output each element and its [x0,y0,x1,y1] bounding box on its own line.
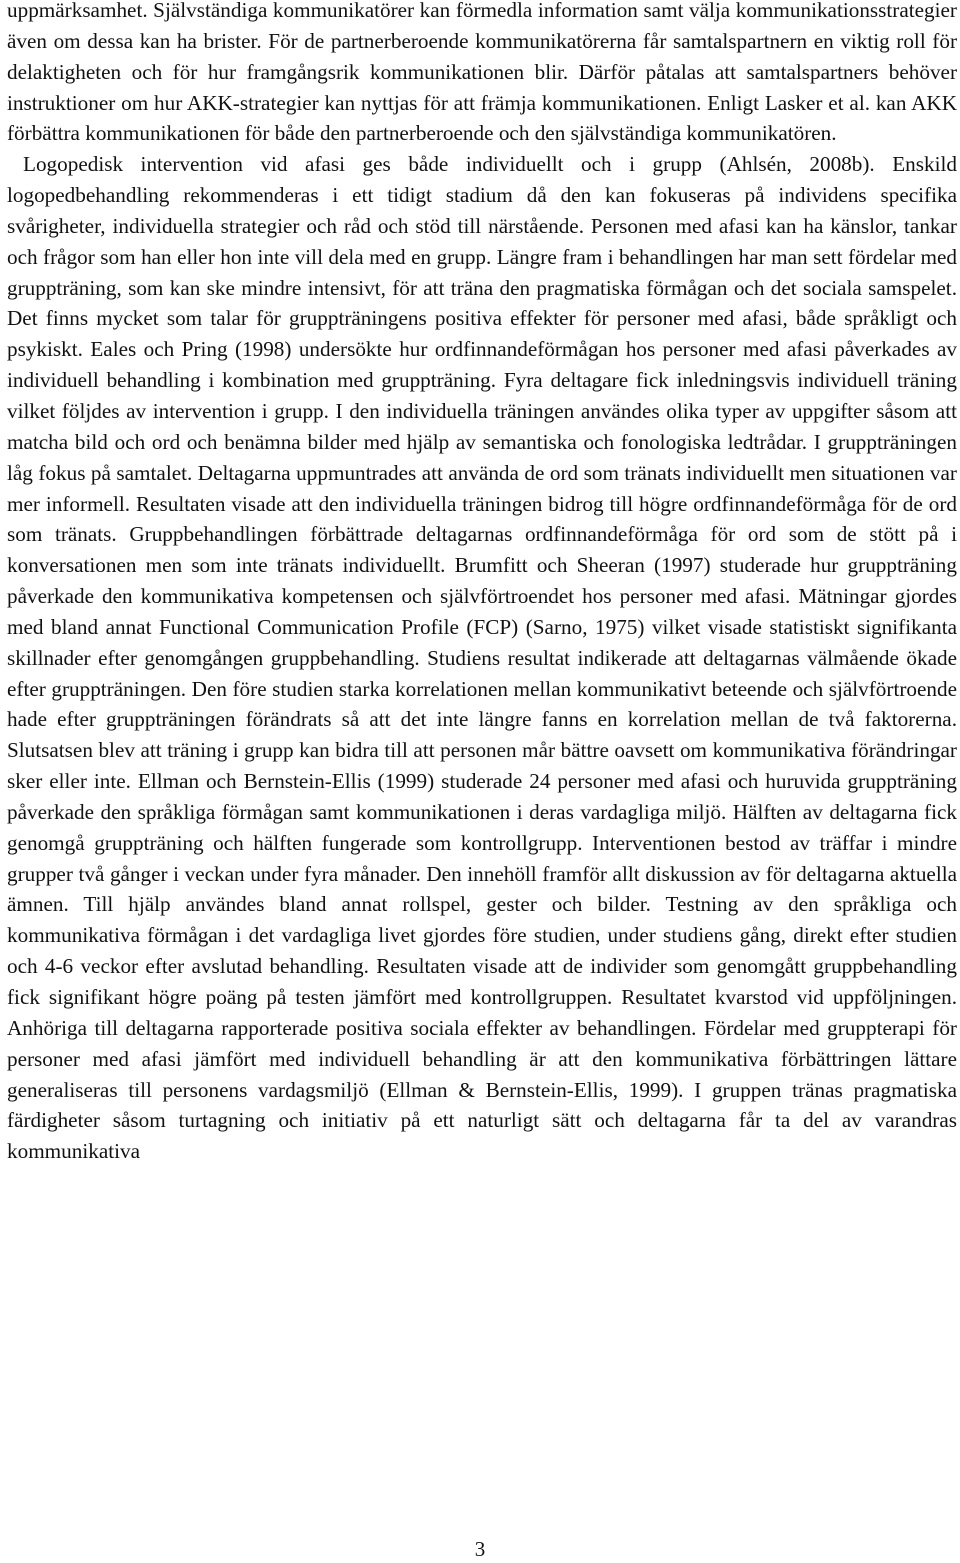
paragraph-continuation: uppmärksamhet. Självständiga kommunikatörer kan förmedla information samt välja kommunikationsstrategier även om dessa kan ha brister. För de partnerberoende kommunikatörerna får samtalspartnern en viktig roll för delaktigheten och för hur framgångsrik kommunikationen blir. Därför påtalas att samtalspartners behöver instruktioner om hur AKK-strategier kan nyttjas för att främja kommunikationen. Enligt Lasker et al. kan AKK förbättra kommunikationen för både den partnerberoende och den självständiga kommunikatören. [7,0,957,146]
page-number: 3 [474,1537,486,1561]
document-page [7,0,957,1167]
paragraph-intervention: Logopedisk intervention vid afasi ges både individuellt och i grupp (Ahlsén, 2008b). Enskild logopedbehandling rekommenderas i ett tidigt stadium då den kan fokuseras på individens specifika svårigheter, individuella strategier och råd och stöd till närstående. Personen med afasi kan ha känslor, tankar och frågor som han eller hon inte vill dela med en grupp. Längre fram i behandlingen har man sett fördelar med gruppträning, som kan ske mindre intensivt, för att träna den pragmatiska förmågan och det sociala samspelet. Det finns mycket som talar för gruppträningens positiva effekter för personer med afasi, både språkligt och psykiskt. Eales och Pring (1998) undersökte hur ordfinnandeförmågan hos personer med afasi påverkades av individuell behandling i kombination med gruppträning. Fyra deltagare fick inledningsvis individuell träning vilket följdes av intervention i grupp. I den individuella träningen användes olika typer av uppgifter såsom att matcha bild och ord och benämna bilder med hjälp av semantiska och fonologiska ledtrådar. I gruppträningen låg fokus på samtalet. Deltagarna uppmuntrades att använda de ord som tränats individuellt men situationen var mer informell. Resultaten visade att den individuella träningen bidrog till högre ordfinnandeförmåga för de ord som tränats. Gruppbehandlingen förbättrade deltagarnas ordfinnandeförmåga för ord som de stött på i konversationen men som inte tränats individuellt. Brumfitt och Sheeran (1997) studerade hur gruppträning påverkade den kommunikativa kompetensen och självförtroendet hos personer med afasi. Mätningar gjordes med bland annat Functional Communication Profile (FCP) (Sarno, 1975) vilket visade statistiskt signifikanta skillnader efter genomgången gruppbehandling. Studiens resultat indikerade att deltagarnas välmående ökade efter gruppträningen. Den före studien starka korrelationen mellan kommunikativt beteende och självförtroende hade efter gruppträningen förändrats så att det inte längre fanns en korrelation mellan de två faktorerna. Slutsatsen blev att träning i grupp kan bidra till att personen mår bättre oavsett om kommunikativa förändringar sker eller inte. Ellman och Bernstein-Ellis (1999) studerade 24 personer med afasi och huruvida gruppträning påverkade den språkliga förmågan samt kommunikationen i deras vardagliga miljö. Hälften av deltagarna fick genomgå gruppträning och hälften fungerade som kontrollgrupp. Interventionen bestod av träffar i mindre grupper två gånger i veckan under fyra månader. Den innehöll framför allt diskussion av för deltagarna aktuella ämnen. Till hjälp användes bland annat rollspel, gester och bilder. Testning av den språkliga och kommunikativa förmågan i det vardagliga livet gjordes före studien, under studiens gång, direkt efter studien och 4-6 veckor efter avslutad behandling. Resultaten visade att de individer som genomgått gruppbehandling fick signifikant högre poäng på testen jämfört med kontrollgruppen. Resultatet kvarstod vid uppföljningen. Anhöriga till deltagarna rapporterade positiva sociala effekter av behandlingen. Fördelar med gruppterapi för personer med afasi jämfört med individuell behandling är att den kommunikativa förbättringen lättare generaliseras till personens vardagsmiljö (Ellman & Bernstein-Ellis, 1999). I gruppen tränas pragmatiska färdigheter såsom turtagning och initiativ på ett naturligt sätt och deltagarna får ta del av varandras kommunikativa [7,152,957,1164]
